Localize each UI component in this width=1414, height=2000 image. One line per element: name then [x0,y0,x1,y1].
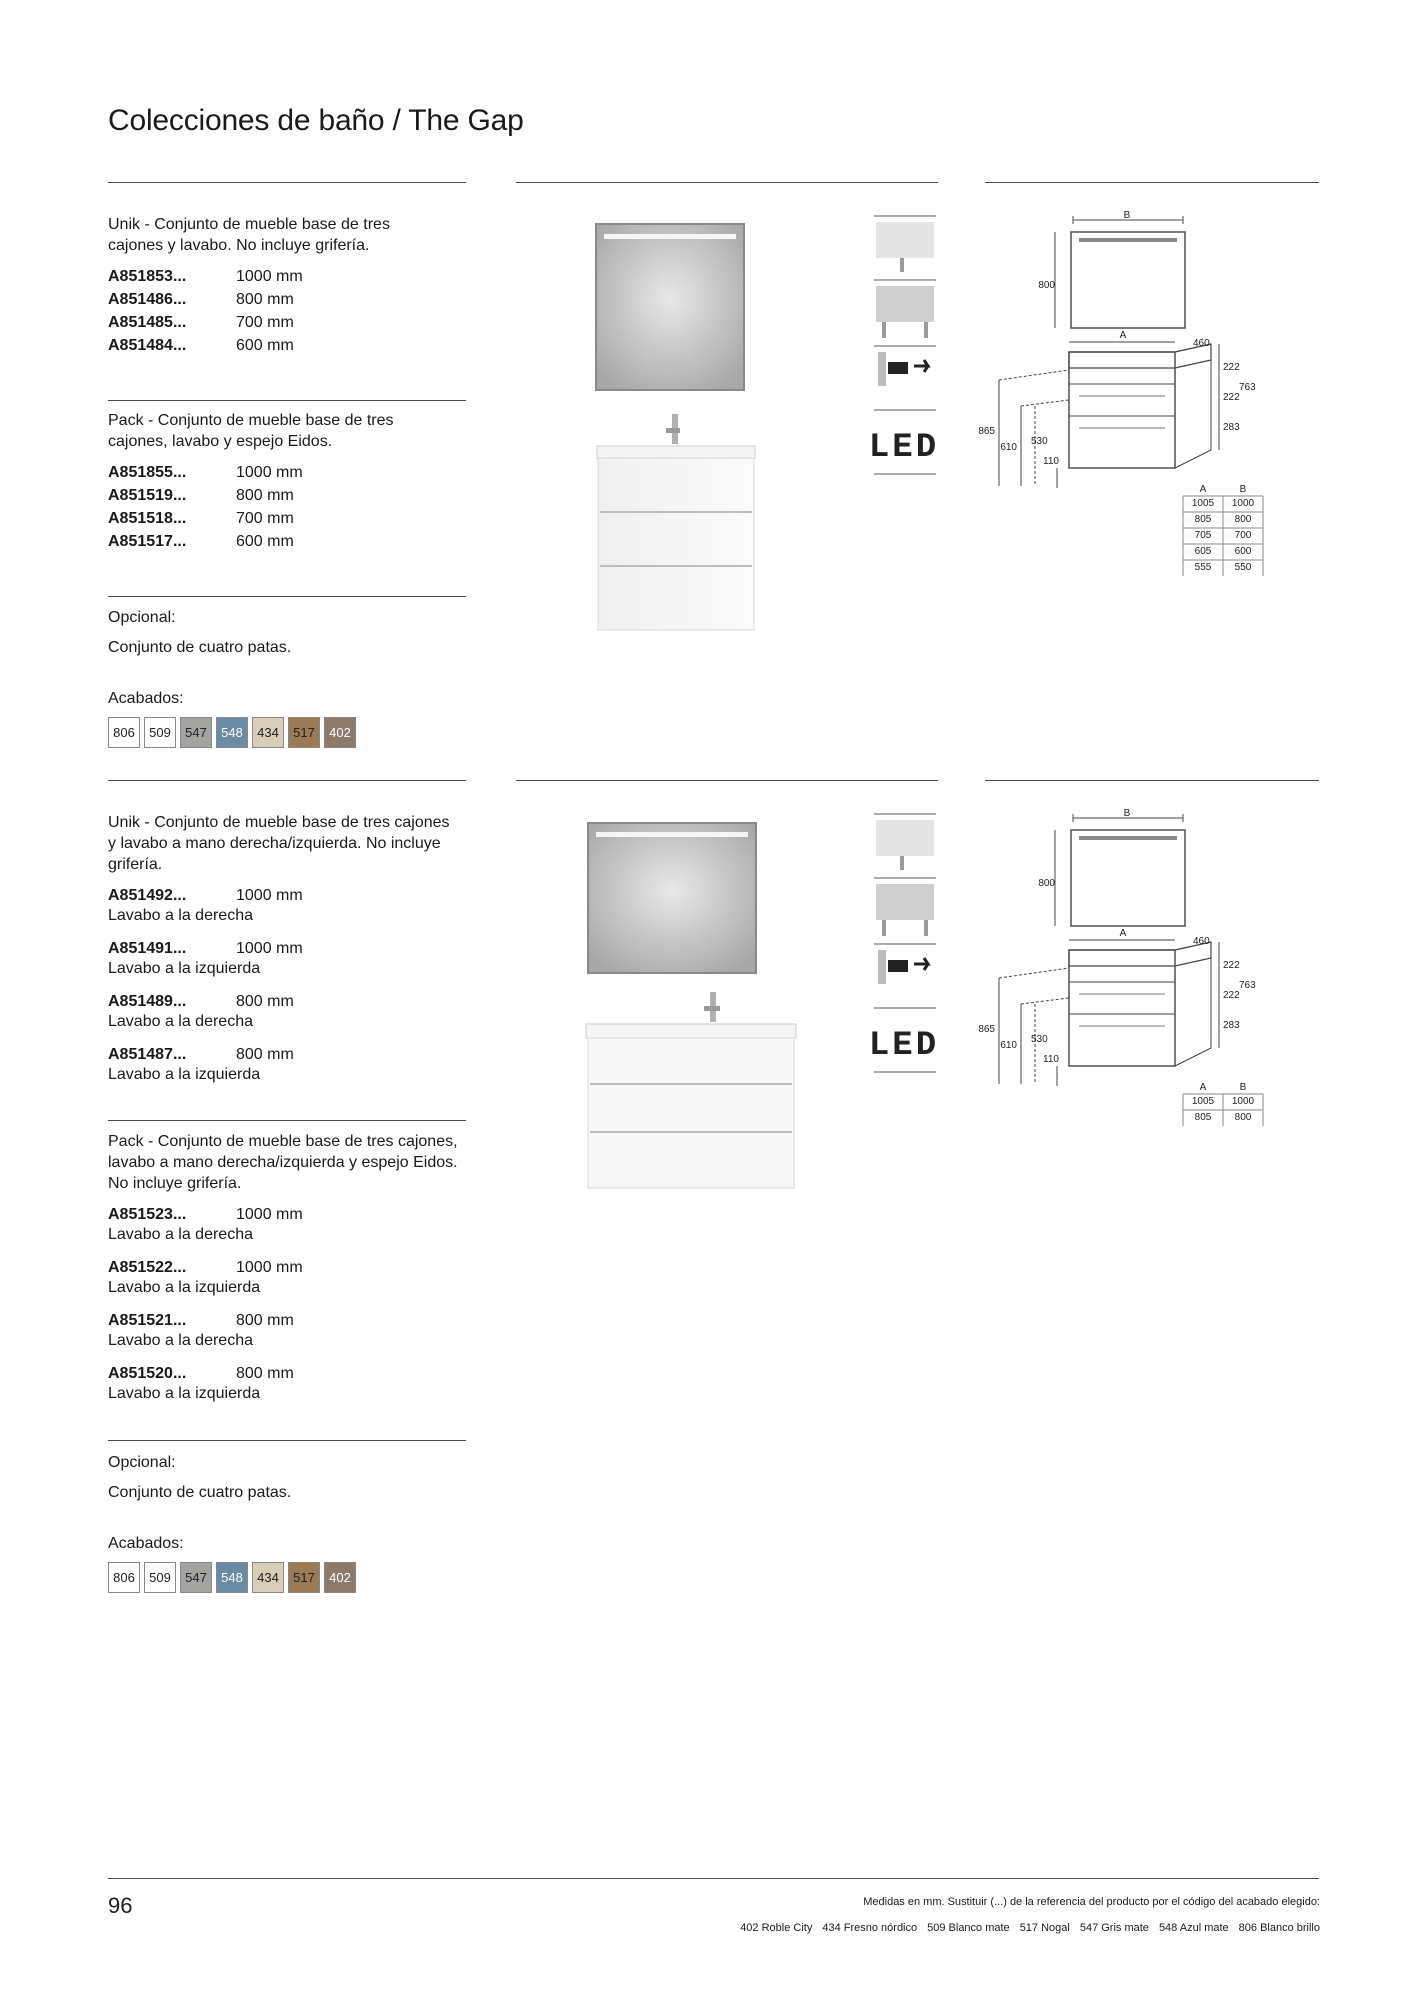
dimension-label: 460 [1193,338,1210,349]
product-entry [108,991,468,1032]
dimension-label: 700 [1234,530,1252,541]
finish-swatch: 547 [180,1562,212,1593]
product-size: 1000 mm [236,887,303,904]
legend-item: 806 Blanco brillo [1238,1922,1320,1934]
product-image-vanity-mirror [580,820,800,1200]
product-code: A851523... [108,1206,187,1223]
divider [516,182,938,183]
dimension-label: 1005 [1191,1096,1215,1107]
dimension-label: 805 [1194,1112,1212,1123]
dimension-label: 605 [1194,546,1212,557]
finish-swatch: 806 [108,1562,140,1593]
dimension-label: A [1199,484,1207,495]
divider [108,596,466,597]
product-entry [108,266,468,287]
product-row [108,1363,468,1384]
product-entry [108,485,468,506]
dimension-label: 610 [1000,1040,1017,1051]
dimension-label: 1000 [1231,498,1255,509]
dimension-label: 460 [1193,936,1210,947]
product-row [108,1044,468,1065]
technical-drawing [975,808,1315,1138]
pack-description: Pack - Conjunto de mueble base de tres cajones, lavabo a mano derecha/izquierda y espejo Eidos. No incluye grifería. [108,1133,458,1192]
product-entry [108,1310,468,1351]
product-code: A851492... [108,887,187,904]
product-row [108,312,468,333]
legend-item: 547 Gris mate [1079,1922,1149,1934]
finish-swatch: 434 [252,1562,284,1593]
dimension-label: 805 [1194,514,1212,525]
product-row [108,462,468,483]
legend-item: 434 Fresno nórdico [822,1922,918,1934]
dimension-diagram [975,808,1315,1123]
divider [108,182,466,183]
product-code: A851518... [108,510,187,527]
product-code: A851522... [108,1259,187,1276]
product-row [108,1310,468,1331]
led-icon: LED [868,429,940,467]
section2-pack [108,1131,468,1416]
section1-pack [108,410,468,554]
dimension-label: 222 [1223,392,1240,403]
product-code: A851484... [108,337,187,354]
finish-swatches [108,717,468,748]
product-code: A851491... [108,940,187,957]
product-entry [108,335,468,356]
product-code: A851519... [108,487,187,504]
product-size: 800 mm [236,487,294,504]
product-row [108,531,468,552]
basin-position: Lavabo a la izquierda [108,960,261,977]
product-size: 800 mm [236,1312,294,1329]
product-row [108,1257,468,1278]
section1-optional [108,607,468,748]
product-entry [108,885,468,926]
footer-note: Medidas en mm. Sustituir (...) de la referencia del producto por el código del acabado elegido: [863,1896,1320,1908]
dimension-label: 763 [1239,980,1256,991]
finish-swatch: 548 [216,717,248,748]
dimension-label: A [1199,1082,1207,1093]
finish-legend [740,1922,1320,1934]
led-icon: LED [868,1027,940,1065]
dimension-label: 800 [1234,1112,1252,1123]
basin-position: Lavabo a la izquierda [108,1066,261,1083]
dimension-label: 530 [1031,436,1048,447]
finish-swatches [108,1562,468,1593]
dimension-label: 705 [1194,530,1212,541]
product-size: 600 mm [236,533,294,550]
product-code: A851486... [108,291,187,308]
product-entry [108,938,468,979]
product-row [108,938,468,959]
product-entry [108,1044,468,1085]
product-size: 1000 mm [236,268,303,285]
dimension-label: B [1123,210,1131,221]
legend-item: 509 Blanco mate [927,1922,1010,1934]
dimension-label: 800 [1038,280,1055,291]
dimension-label: A [1119,928,1127,939]
finish-swatch: 517 [288,1562,320,1593]
basin-position: Lavabo a la izquierda [108,1279,261,1296]
dimension-label: 110 [1043,1054,1059,1065]
product-size: 1000 mm [236,1259,303,1276]
product-image-vanity-mirror [560,222,790,632]
legend-item: 402 Roble City [740,1922,813,1934]
dimension-label: 222 [1223,960,1240,971]
product-row [108,1204,468,1225]
optional-text: Conjunto de cuatro patas. [108,1484,292,1501]
dimension-label: 1005 [1191,498,1215,509]
product-row [108,335,468,356]
product-size: 700 mm [236,510,294,527]
basin-position: Lavabo a la derecha [108,1226,253,1243]
dimension-label: 865 [978,426,995,437]
dimension-label: 610 [1000,442,1017,453]
product-size: 800 mm [236,1365,294,1382]
finish-swatch: 806 [108,717,140,748]
divider [985,780,1319,781]
legend-item: 517 Nogal [1019,1922,1070,1934]
product-entry [108,462,468,483]
dimension-label: 555 [1194,562,1212,573]
optional-text: Conjunto de cuatro patas. [108,639,292,656]
product-row [108,266,468,287]
finish-swatch: 548 [216,1562,248,1593]
finish-swatch: 509 [144,1562,176,1593]
divider [108,400,466,401]
optional-label: Opcional: [108,1454,176,1471]
product-code: A851520... [108,1365,187,1382]
dimension-label: B [1239,484,1247,495]
divider [108,1120,466,1121]
section1-specs [108,214,468,358]
dimension-label: 600 [1234,546,1252,557]
dimension-label: 110 [1043,456,1059,467]
page-number: 96 [108,1893,133,1918]
dimension-label: B [1239,1082,1247,1093]
finishes-label: Acabados: [108,1535,184,1552]
section2-specs [108,812,468,1097]
product-size: 1000 mm [236,1206,303,1223]
product-size: 700 mm [236,314,294,331]
technical-drawing [975,210,1315,580]
product-size: 1000 mm [236,940,303,957]
product-code: A851489... [108,993,187,1010]
unik-description: Unik - Conjunto de mueble base de tres cajones y lavabo. No incluye grifería. [108,216,390,254]
divider [516,780,938,781]
dimension-label: 222 [1223,362,1240,373]
divider [108,780,466,781]
product-row [108,289,468,310]
product-row [108,885,468,906]
unik-description: Unik - Conjunto de mueble base de tres cajones y lavabo a mano derecha/izquierda. No incluye grifería. [108,814,450,873]
product-entry [108,1257,468,1298]
product-entry [108,1204,468,1245]
optional-label: Opcional: [108,609,176,626]
basin-position: Lavabo a la derecha [108,1332,253,1349]
product-size: 800 mm [236,1046,294,1063]
product-size: 800 mm [236,291,294,308]
feature-icons [868,214,940,484]
dimension-label: 763 [1239,382,1256,393]
dimension-label: 222 [1223,990,1240,1001]
product-entry [108,508,468,529]
basin-position: Lavabo a la izquierda [108,1385,261,1402]
product-row [108,508,468,529]
product-code: A851487... [108,1046,187,1063]
product-code: A851485... [108,314,187,331]
dimension-label: 283 [1223,422,1240,433]
dimension-label: B [1123,808,1131,819]
finishes-label: Acabados: [108,690,184,707]
dimension-label: 283 [1223,1020,1240,1031]
dimension-label: A [1119,330,1127,341]
product-entry [108,312,468,333]
product-size: 1000 mm [236,464,303,481]
dimension-label: 530 [1031,1034,1048,1045]
product-size: 600 mm [236,337,294,354]
finish-swatch: 547 [180,717,212,748]
section2-optional [108,1452,468,1593]
product-code: A851521... [108,1312,187,1329]
product-entry [108,289,468,310]
footer-divider [108,1878,1319,1879]
product-size: 800 mm [236,993,294,1010]
product-entry [108,1363,468,1404]
dimension-label: 550 [1234,562,1252,573]
unik-product-list [108,266,468,356]
product-code: A851517... [108,533,187,550]
dimension-diagram [975,210,1315,573]
finish-swatch: 509 [144,717,176,748]
dimension-label: 800 [1038,878,1055,889]
basin-position: Lavabo a la derecha [108,907,253,924]
dimension-label: 865 [978,1024,995,1035]
product-row [108,991,468,1012]
unik-product-list [108,885,468,1085]
product-entry [108,531,468,552]
feature-icons [868,812,940,1082]
pack-product-list [108,1204,468,1404]
product-code: A851855... [108,464,187,481]
legend-item: 548 Azul mate [1158,1922,1229,1934]
divider [108,1440,466,1441]
page-title: Colecciones de baño / The Gap [108,104,524,137]
divider [985,182,1319,183]
finish-swatch: 517 [288,717,320,748]
pack-product-list [108,462,468,552]
finish-swatch: 402 [324,717,356,748]
dimension-label: 800 [1234,514,1252,525]
finish-swatch: 434 [252,717,284,748]
finish-swatch: 402 [324,1562,356,1593]
basin-position: Lavabo a la derecha [108,1013,253,1030]
product-code: A851853... [108,268,187,285]
product-row [108,485,468,506]
dimension-label: 1000 [1231,1096,1255,1107]
pack-description: Pack - Conjunto de mueble base de tres cajones, lavabo y espejo Eidos. [108,412,394,450]
